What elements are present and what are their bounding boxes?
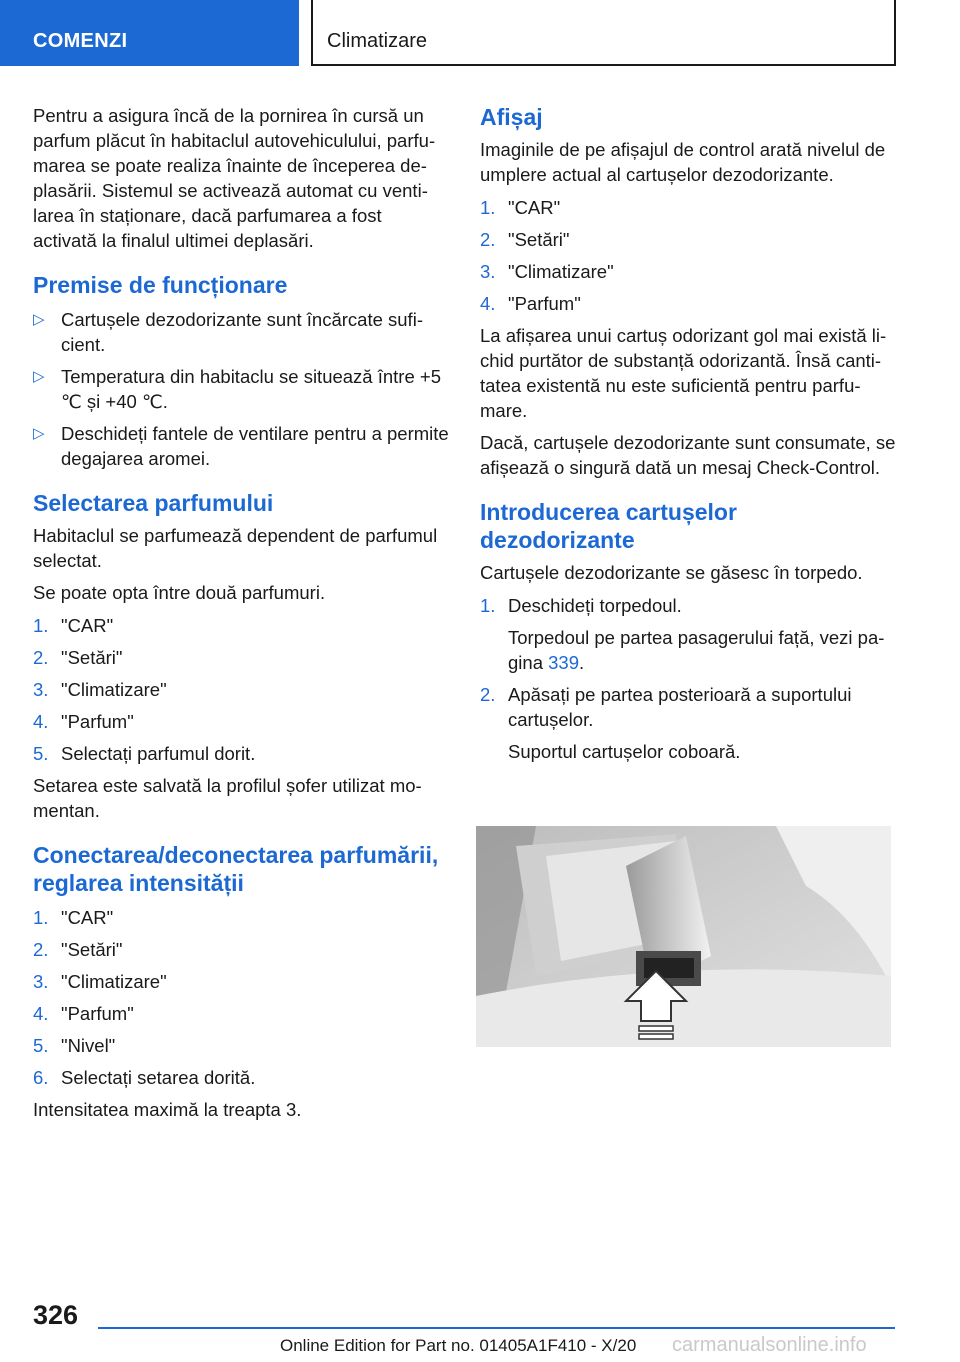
list-item: 4. "Parfum" (33, 711, 134, 732)
list-item: 3. "Climatizare" (480, 261, 614, 282)
insert-paragraph-1: Cartușele dezodorizante se găsesc în torpedo. (480, 562, 863, 583)
page-reference-link[interactable]: 339 (548, 652, 579, 673)
list-item: 3. "Climatizare" (33, 971, 167, 992)
header-section-tab (0, 0, 299, 66)
connect-steps (33, 905, 449, 1090)
list-item: 3. "Climatizare" (33, 679, 167, 700)
display-steps (480, 195, 896, 316)
footer-rule (98, 1327, 895, 1329)
display-paragraph-1: Imaginile de pe afișajul de control arată nivelul de umplere actual al cartușelor dezodorizante. (480, 139, 886, 185)
right-column (480, 103, 896, 771)
insert-heading: Introducerea cartușelor dezodorizante (480, 499, 737, 553)
list-item: ▷ Cartușele dezodorizante sunt încărcate suficient. (33, 309, 423, 355)
premise-list (33, 307, 449, 471)
step-note: Suportul cartușelor coboară. (508, 741, 741, 762)
header-chapter-label: Climatizare (327, 30, 428, 52)
list-item: 1. Deschideți torpedoul. Torpedoul pe partea pasagerului față, vezi pagina 339. (480, 593, 896, 675)
list-item: 4. "Parfum" (480, 293, 581, 314)
left-column (33, 103, 449, 1129)
display-paragraph-2: La afișarea unui cartuș odorizant gol mai există lichid purtător de substanță odorizantă. Însă cantitatea existentă nu este suficientă pentru parfumare. (480, 325, 887, 421)
intro-paragraph: Pentru a asigura încă de la pornirea în cursă un parfum plăcut în habitaclul autovehiculului, parfumarea se poate realiza înainte de începerea deplasării. Sistemul se activează automat cu ventilarea în staționare, dacă parfumarea a fost activată la finalul ultimei deplasări. (33, 105, 436, 251)
list-item: 2. Apăsați pe partea posterioară a suportului cartușelor. Suportul cartușelor coboară. (480, 682, 896, 764)
select-paragraph-1: Habitaclul se parfumează dependent de parfumul selectat. (33, 525, 438, 571)
cartridge-holder-illustration (476, 826, 891, 1047)
select-heading: Selectarea parfumului (33, 490, 274, 516)
insert-steps (480, 593, 896, 764)
cartridge-holder-photo (476, 826, 891, 1047)
display-paragraph-3: Dacă, cartușele dezodorizante sunt consumate, se afișează o singură dată un mesaj Check-Control. (480, 432, 896, 478)
triangle-bullet-icon: ▷ (33, 311, 45, 328)
premise-heading: Premise de funcționare (33, 272, 288, 298)
list-item: ▷ Deschideți fantele de ventilare pentru a permite degajarea aromei. (33, 423, 449, 469)
list-item: 5. "Nivel" (33, 1035, 116, 1056)
triangle-bullet-icon: ▷ (33, 368, 45, 385)
list-item: 1. "CAR" (33, 615, 114, 636)
list-item: 6. Selectați setarea dorită. (33, 1067, 256, 1088)
list-item: 1. "CAR" (33, 907, 114, 928)
step-note: Torpedoul pe partea pasagerului față, vezi pagina 339. (508, 627, 885, 673)
display-heading: Afișaj (480, 104, 543, 130)
watermark: carmanualsonline.info (672, 1334, 867, 1356)
list-item: 5. Selectați parfumul dorit. (33, 743, 256, 764)
header-section-label: COMENZI (33, 30, 128, 52)
page-number: 326 (33, 1300, 79, 1330)
list-item: 2. "Setări" (480, 229, 570, 250)
list-item: 2. "Setări" (33, 939, 123, 960)
list-item: 4. "Parfum" (33, 1003, 134, 1024)
select-steps (33, 613, 449, 766)
footer-edition: Online Edition for Part no. 01405A1F410 - X/20 (280, 1336, 637, 1355)
triangle-bullet-icon: ▷ (33, 425, 45, 442)
select-paragraph-2: Se poate opta între două parfumuri. (33, 582, 326, 603)
select-after: Setarea este salvată la profilul șofer utilizat momentan. (33, 775, 422, 821)
list-item: 1. "CAR" (480, 197, 561, 218)
list-item: ▷ Temperatura din habitaclu se situează între +5 ℃ și +40 ℃. (33, 366, 441, 412)
connect-after: Intensitatea maximă la treapta 3. (33, 1099, 302, 1120)
list-item: 2. "Setări" (33, 647, 123, 668)
connect-heading: Conectarea/deconectarea parfumării, reglarea intensității (33, 842, 439, 896)
header-chapter-box (311, 0, 896, 66)
